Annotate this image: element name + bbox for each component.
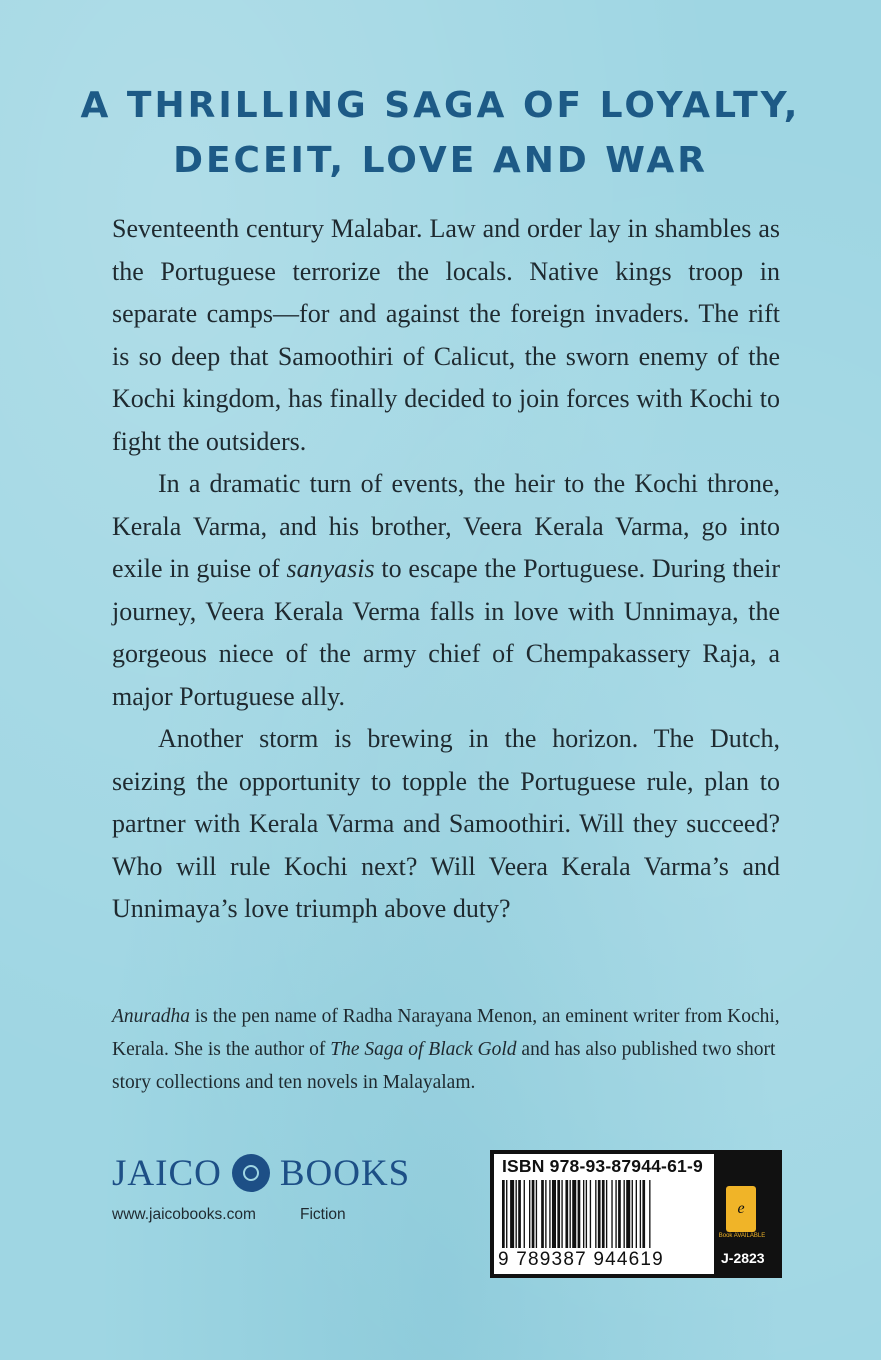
blurb-paragraph-2 (112, 463, 780, 718)
author-bio (112, 1000, 780, 1099)
jaico-emblem-icon (232, 1154, 270, 1192)
blurb (112, 208, 780, 931)
author-bio-part-b: and has also published two short story collections and ten novels in Malayalam. (112, 1039, 776, 1093)
publisher-logo (112, 1148, 410, 1198)
isbn-label: ISBN 978-93-87944-61-9 (502, 1156, 703, 1176)
blurb-paragraph-2-part-b: to escape the Portuguese. During their journey, Veera Kerala Verma falls in love with Unnimaya, the gorgeous niece of the army chief of Chempakassery Raja, a major Portuguese ally. (112, 554, 780, 711)
ebook-icon (726, 1186, 756, 1232)
genre-label: Fiction (300, 1206, 346, 1223)
book-title: The Saga of Black Gold (330, 1039, 517, 1060)
publisher-website: www.jaicobooks.com (112, 1206, 256, 1223)
author-pen-name: Anuradha (112, 1006, 190, 1027)
publisher-name-right: BOOKS (279, 1152, 411, 1194)
headline-line-2: DECEIT, LOVE AND WAR (173, 140, 708, 181)
sanyasis-italic: sanyasis (286, 554, 375, 583)
barcode-area (494, 1154, 714, 1274)
headline (0, 78, 881, 188)
headline-line-1: A THRILLING SAGA OF LOYALTY, (80, 85, 801, 126)
catalog-code: J-2823 (721, 1250, 765, 1266)
blurb-paragraph-2-part-a: In a dramatic turn of events, the heir to the Kochi throne, Kerala Varma, and his brother, Veera Kerala Varma, go into exile in guise of (112, 469, 780, 583)
publisher-name-left: JAICO (112, 1152, 222, 1194)
blurb-paragraph-1: Seventeenth century Malabar. Law and order lay in shambles as the Portuguese terrorize the locals. Native kings troop in separate camps—for and against the foreign invaders. The rift is so deep that Samoothiri of Calicut, the sworn enemy of the Kochi kingdom, has finally decided to join forces with Kochi to fight the outsiders. (112, 214, 780, 456)
ebook-glyph: e (737, 1200, 745, 1217)
barcode-panel (490, 1150, 782, 1278)
barcode-bars (502, 1180, 708, 1250)
blurb-paragraph-3: Another storm is brewing in the horizon. The Dutch, seizing the opportunity to topple the Portuguese rule, plan to partner with Kerala Varma and Samoothiri. Will they succeed? Who will rule Kochi next? Will Veera Kerala Varma’s and Unnimaya’s love triumph above duty? (112, 724, 780, 923)
ebook-caption: Book AVAILABLE (718, 1233, 766, 1239)
author-bio-part-a: is the pen name of Radha Narayana Menon, an eminent writer from Kochi, Kerala. She is the author of (112, 1006, 780, 1060)
barcode-digits: 9 789387 944619 (498, 1249, 664, 1270)
